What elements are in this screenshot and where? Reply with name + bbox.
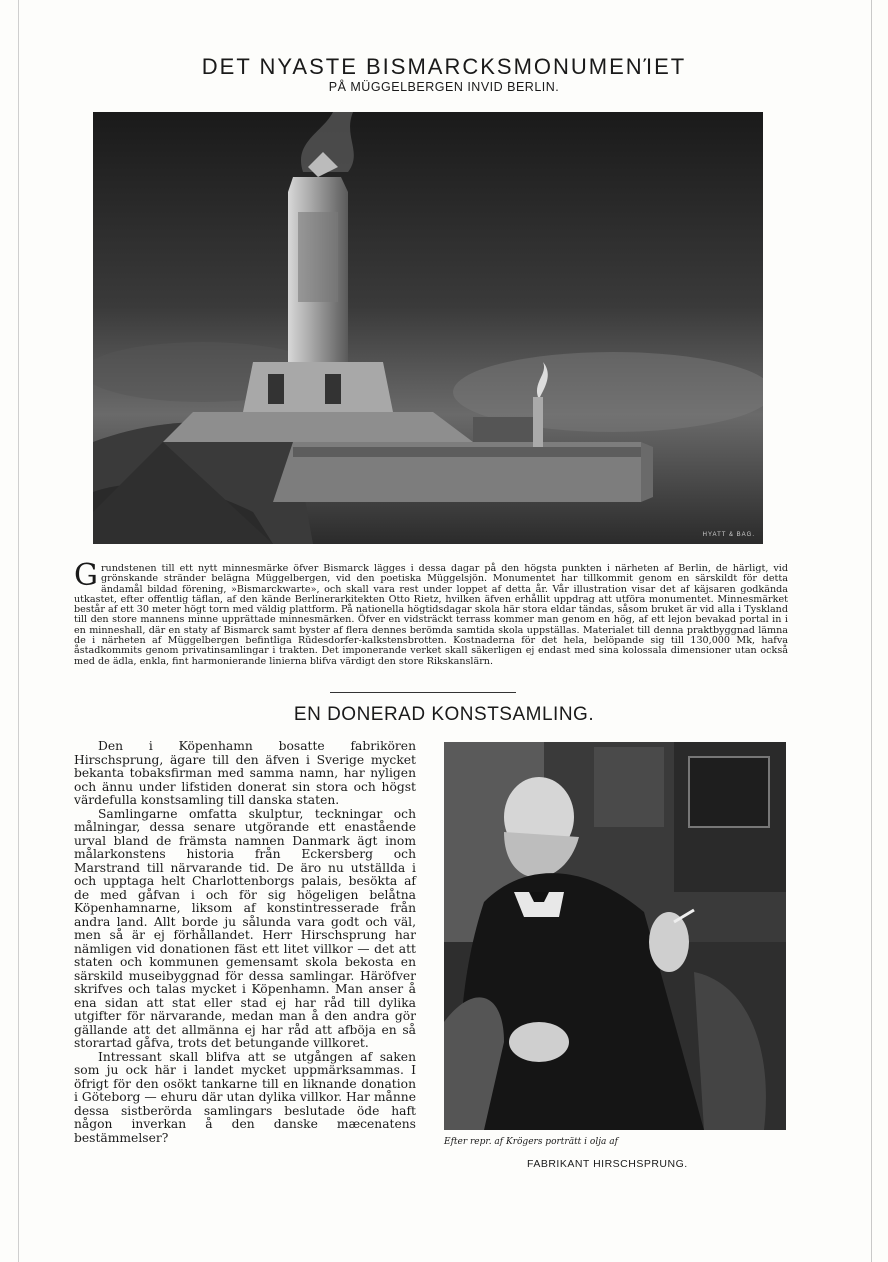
page-edge-right [871,0,872,1262]
article-paragraph: Den i Köpenhamn bosatte fabrikören Hirschsprung, ägare till den äfven i Sverige mycket bekanta tobaksfirman med samma namn, har nyligen och ännu under lifstiden donerat sin stora och högst värdefulla konstsamling till danska staten. [74,739,416,807]
portrait-photo [444,742,786,1130]
photo-credit: HYATT & BAG. [702,532,755,538]
portrait-caption: FABRIKANT HIRSCHSPRUNG. [527,1158,688,1170]
monument-drawing [93,112,763,544]
article-body [74,740,416,1145]
intro-text: rundstenen till ett nytt minnesmärke öfver Bismarck lägges i dessa dagar på den högsta punkten i närheten af Berlin, de härligt, vid grönskande stränder belägna Müggelbergen, vid den poetiska Müggelsjön. Monumentet har tillkommit genom en särskildt för detta ändamål bildad förening, »Bismarckwarte», och skall vara rest under loppet af detta år. Vår illustration visar det af käjsaren godkända utkastet, efter offentlig täflan, af den kände Berlinerarkitekten Otto Rietz, hvilken äfven erhållit uppdrag att utföra monumentet. Minnesmärket består af ett 30 meter högt torn med väldig plattform. På nationella högtidsdagar skola här stora eldar tändas, såsom bruket är vid alla i Tyskland till den store mannens minne upprättade minnesmärken. Öfver en vidsträckt terrass kommer man genom en hög, af ett lejon bevakad portal in i en minneshall, där en staty af Bismarck samt byster af flera dennes berömda samtida skola uppställas. Materialet till denna praktbyggnad lämna de i närheten af Müggelbergen befintliga Rüdesdorfer-kalkstensbrotten. Kostnaderna för det hela, belöpande sig till 130,000 Mk, hafva åstadkommits genom privatinsamlingar i trakten. Det imponerande verket skall säkerligen ej endast med sina kolossala dimensioner utan också med de ädla, enkla, fint harmonierande linierna blifva värdigt den store Rikskanslärn. [74,563,788,667]
article-paragraph: Intressant skall blifva att se utgången af saken som ju ock här i landet mycket uppmärksammas. I öfrigt för den osökt tankarne till en liknande donation i Göteborg — ehuru där utan dylika villkor. Har månne dessa sistberörda samlingars beslutade öde haft någon inverkan å den danske mæcenatens bestämmelser? [74,1049,416,1145]
monument-illustration [93,112,763,544]
article-title: EN DONERAD KONSTSAMLING. [293,704,595,725]
portrait-credit: Efter repr. af Krögers porträtt i olja af [444,1137,618,1147]
page-edge-left [18,0,19,1262]
article-paragraph: Samlingarne omfatta skulptur, teckningar och målningar, dessa senare utgörande ett enastående urval bland de främsta namnen Danmark ägt inom målarkonstens historia från Eckersberg och Marstrand till närvarande tid. De äro nu utställda i och upptaga helt Charlottenborgs palais, besökta af de med gåfvan i och för sig högeligen belåtna Köpenhamnarne, liksom af konstintresserade från andra land. Allt borde ju sålunda vara godt och väl, men så är ej förhållandet. Herr Hirschsprung har nämligen vid donationen fäst ett litet villkor — det att staten och kommunen gemensamt skola bekosta en särskild museibyggnad för dessa samlingar. Häröfver skrifves och talas mycket i Köpenhamn. Man anser å ena sidan att stat eller stad ej har råd till dylika utgifter för närvarande, medan man å den andra gör gällande att det allmänna ej har råd att afböja en så storartad gåfva, trots det betungande villkoret. [74,806,416,1050]
page-title: DET NYASTE BISMARCKSMONUMENΊΕΤ [201,54,687,79]
drop-cap: G [74,558,98,593]
intro-paragraph [74,558,788,667]
section-divider [330,692,516,693]
page-subtitle: PÅ MÜGGELBERGEN INVID BERLIN. [328,80,560,94]
portrait-drawing [444,742,786,1130]
